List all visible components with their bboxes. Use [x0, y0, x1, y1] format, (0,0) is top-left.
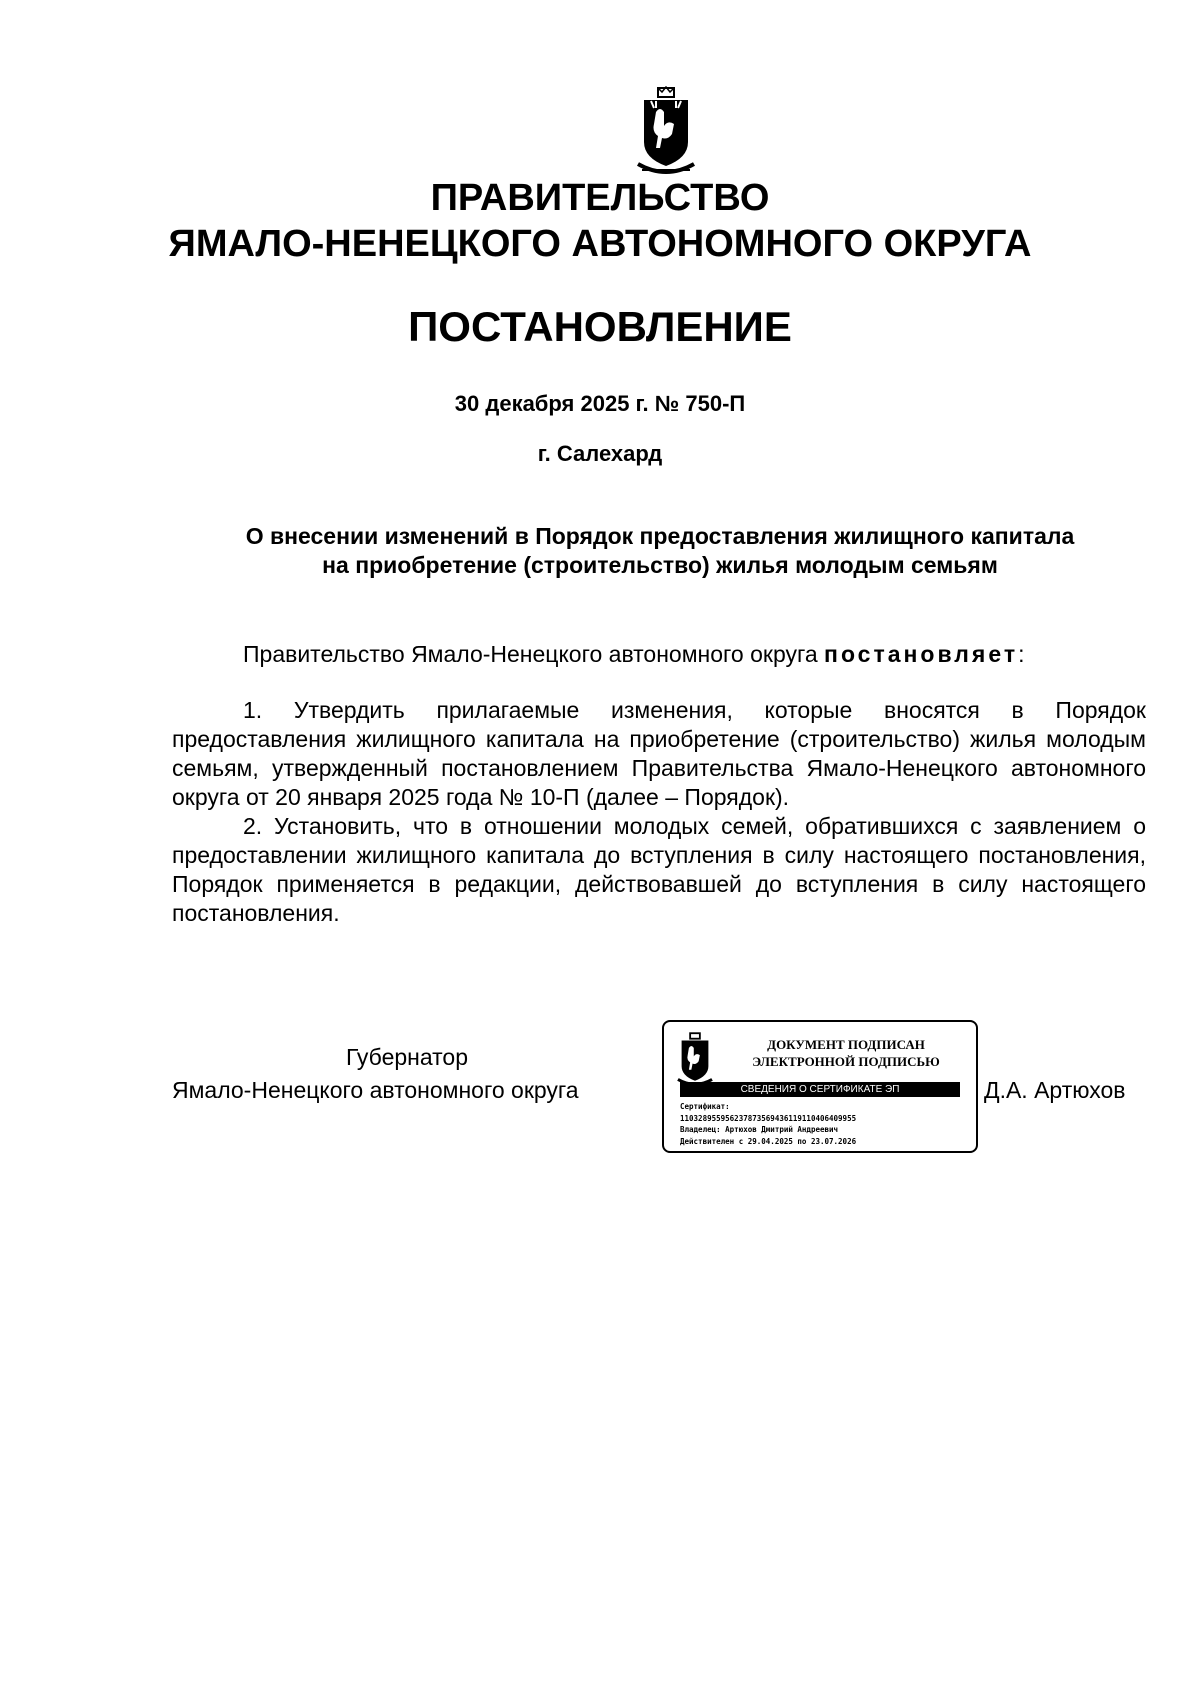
stamp-certificate-bar: СВЕДЕНИЯ О СЕРТИФИКАТЕ ЭП — [680, 1082, 960, 1097]
gov-title-line2: ЯМАЛО-НЕНЕЦКОГО АВТОНОМНОГО ОКРУГА — [168, 223, 1032, 265]
signatory-role — [172, 1041, 642, 1107]
stamp-validity: Действителен с 29.04.2025 по 23.07.2026 — [680, 1136, 857, 1146]
item-2: 2. Установить, что в отношении молодых семей, обратившихся с заявлением о предоставлении жилищного капитала до вступления в силу настоящего постановления, Порядок применяется в редакции, действовавшей до вступления в силу настоящего постановления. — [172, 813, 1146, 926]
coat-of-arms-icon — [634, 86, 698, 178]
stamp-coat-of-arms-icon — [675, 1032, 715, 1088]
subject-line2: на приобретение (строительство) жилья молодым семьям — [322, 552, 998, 578]
stamp-cert-label: Сертификат: — [680, 1102, 730, 1111]
preamble — [172, 640, 1146, 669]
stamp-cert-number: 11032895595623787356943611911040640995​5 — [680, 1113, 857, 1123]
preamble-text: Правительство Ямало-Ненецкого автономного округа — [243, 641, 818, 667]
document-date-number: 30 декабря 2025 г. № 750-П — [454, 391, 746, 416]
item-1: 1. Утвердить прилагаемые изменения, которые вносятся в Порядок предоставления жилищного капитала на приобретение (строительство) жилья молодым семьям, утвержденный постановлением Правительства Ямало-Ненецкого автономного округа от 20 января 2025 года № 10-П (далее – Порядок). — [172, 697, 1146, 810]
gov-title-line1: ПРАВИТЕЛЬСТВО — [430, 177, 770, 219]
stamp-title — [724, 1036, 968, 1070]
preamble-end: : — [1018, 641, 1025, 667]
document-subject — [160, 522, 1160, 580]
signatory-name: Д.А. Артюхов — [984, 1077, 1126, 1103]
e-signature-stamp — [662, 1020, 978, 1153]
subject-line1: О внесении изменений в Порядок предоставления жилищного капитала — [245, 523, 1075, 549]
stamp-title-line2: ЭЛЕКТРОННОЙ ПОДПИСЬЮ — [752, 1054, 940, 1069]
stamp-certificate-info — [680, 1101, 968, 1147]
preamble-emphasis: постановляет — [824, 641, 1019, 667]
government-title — [0, 175, 1200, 267]
document-city: г. Салехард — [537, 441, 663, 466]
stamp-title-line1: ДОКУМЕНТ ПОДПИСАН — [767, 1037, 925, 1052]
stamp-owner: Владелец: Артюхов Дмитрий Андреевич — [680, 1125, 839, 1134]
signatory-role-line2: Ямало-Ненецкого автономного округа — [172, 1077, 579, 1103]
document-type: ПОСТАНОВЛЕНИЕ — [408, 303, 792, 350]
document-body — [172, 696, 1146, 928]
signatory-role-line1: Губернатор — [345, 1044, 469, 1070]
